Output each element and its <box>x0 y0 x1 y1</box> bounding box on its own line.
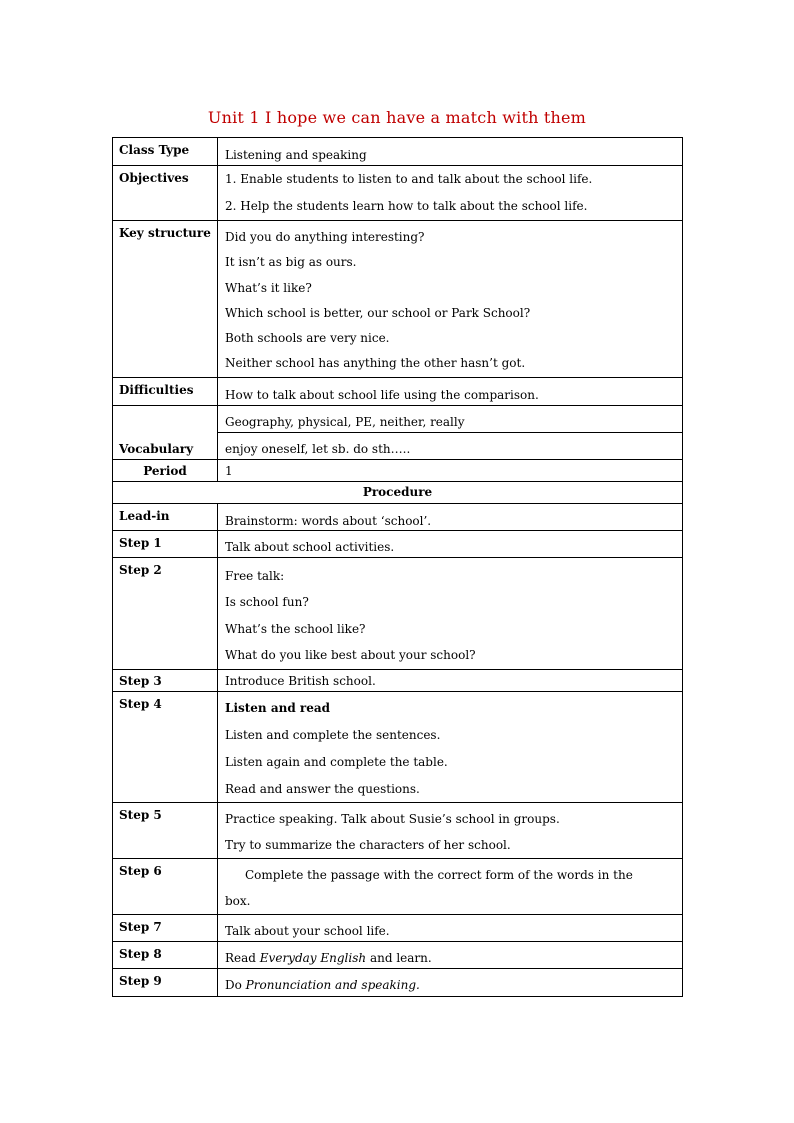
row-difficulties <box>113 377 683 405</box>
vocabulary-line: enjoy oneself, let sb. do sth….. <box>225 441 411 456</box>
step-4-label: Step 4 <box>113 691 218 802</box>
row-procedure-header <box>113 481 683 503</box>
key-structure-line: Did you do anything interesting? <box>225 230 425 244</box>
row-class-type <box>113 138 683 166</box>
step-7-label: Step 7 <box>113 914 218 941</box>
step-8-italic: Everyday English <box>259 950 367 965</box>
step-8-label: Step 8 <box>113 941 218 968</box>
lead-in-text: Brainstorm: words about ‘school’. <box>225 513 432 528</box>
objective-line: 2. Help the students learn how to talk about the school life. <box>225 199 588 213</box>
step-1-text: Talk about school activities. <box>225 539 395 554</box>
step-3-text: Introduce British school. <box>225 673 376 688</box>
row-step-4 <box>113 691 683 802</box>
step-4-heading: Listen and read <box>225 700 331 715</box>
key-structure-line: It isn’t as big as ours. <box>225 255 357 270</box>
step-1-label: Step 1 <box>113 530 218 557</box>
step-5-line: Practice speaking. Talk about Susie’s school in groups. <box>225 811 560 826</box>
difficulties-value: How to talk about school life using the comparison. <box>225 387 539 402</box>
lesson-plan-table <box>112 137 683 997</box>
key-structure-label: Key structure <box>113 221 218 378</box>
step-8-text <box>225 942 682 967</box>
step-8-prefix: Read <box>225 950 260 965</box>
step-7-text: Talk about your school life. <box>225 923 390 938</box>
step-9-label: Step 9 <box>113 968 218 996</box>
step-2-line: What do you like best about your school? <box>225 648 476 663</box>
step-9-text <box>225 969 682 994</box>
row-step-5 <box>113 802 683 858</box>
key-structure-line: What’s it like? <box>225 280 312 295</box>
period-value: 1 <box>225 463 233 478</box>
step-5-line: Try to summarize the characters of her school. <box>225 837 511 852</box>
key-structure-line: Which school is better, our school or Park School? <box>225 305 531 320</box>
class-type-label: Class Type <box>113 138 218 166</box>
key-structure-line: Neither school has anything the other hasn’t got. <box>225 356 526 371</box>
row-step-1 <box>113 530 683 557</box>
step-9-prefix: Do <box>225 977 246 992</box>
step-4-line: Read and answer the questions. <box>225 781 420 796</box>
step-2-line: What’s the school like? <box>225 621 366 636</box>
row-step-8 <box>113 941 683 968</box>
row-step-2 <box>113 557 683 669</box>
procedure-header: Procedure <box>113 481 683 503</box>
vocabulary-label: Vocabulary <box>113 405 218 459</box>
lead-in-label: Lead-in <box>113 503 218 530</box>
row-step-6 <box>113 858 683 914</box>
row-step-7 <box>113 914 683 941</box>
step-3-label: Step 3 <box>113 669 218 691</box>
step-2-line: Is school fun? <box>225 595 309 610</box>
step-5-label: Step 5 <box>113 802 218 858</box>
period-label: Period <box>113 459 218 481</box>
row-step-9 <box>113 968 683 996</box>
class-type-value: Listening and speaking <box>225 148 367 162</box>
step-6-line: Complete the passage with the correct form of the words in the <box>245 867 633 882</box>
step-4-line: Listen and complete the sentences. <box>225 727 441 742</box>
row-key-structure <box>113 221 683 378</box>
row-lead-in <box>113 503 683 530</box>
difficulties-label: Difficulties <box>113 377 218 405</box>
step-8-suffix: and learn. <box>366 950 432 965</box>
objective-line: 1. Enable students to listen to and talk about the school life. <box>225 172 593 186</box>
row-vocabulary <box>113 405 683 432</box>
key-structure-line: Both schools are very nice. <box>225 331 390 346</box>
step-2-line: Free talk: <box>225 568 285 583</box>
step-6-line: box. <box>225 893 251 908</box>
row-step-3 <box>113 669 683 691</box>
objectives-label: Objectives <box>113 166 218 221</box>
row-period <box>113 459 683 481</box>
step-4-line: Listen again and complete the table. <box>225 754 448 769</box>
step-2-label: Step 2 <box>113 557 218 669</box>
vocabulary-line: Geography, physical, PE, neither, really <box>225 414 465 429</box>
row-objectives <box>113 166 683 221</box>
step-9-italic: Pronunciation and speaking. <box>245 977 420 992</box>
page-title: Unit 1 I hope we can have a match with them <box>207 108 587 127</box>
step-6-label: Step 6 <box>113 858 218 914</box>
